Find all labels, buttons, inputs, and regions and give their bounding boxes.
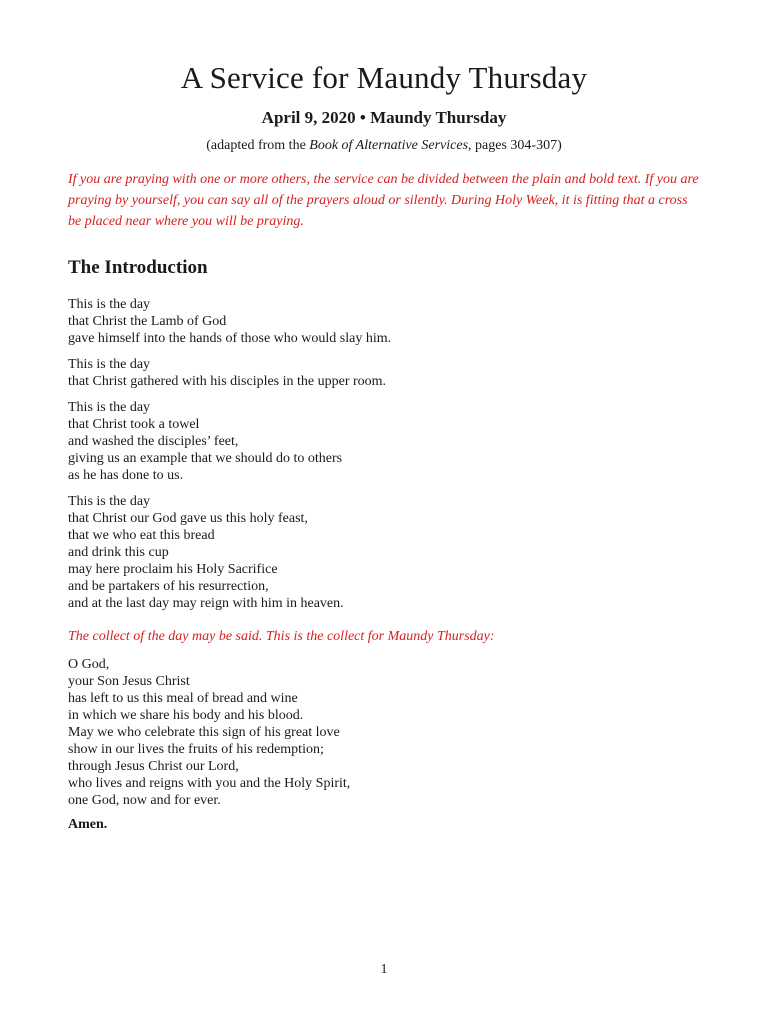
- stanza-line: This is the day: [68, 297, 151, 312]
- page-title: A Service for Maundy Thursday: [180, 60, 588, 95]
- stanza-line: that Christ took a towel: [68, 417, 200, 432]
- stanza-line: that Christ our God gave us this holy feast,: [68, 511, 308, 526]
- stanza-line: as he has done to us.: [68, 468, 184, 483]
- stanza-line: This is the day: [68, 357, 151, 372]
- section-heading-introduction: The Introduction: [68, 257, 208, 278]
- collect-line: O God,: [68, 657, 110, 672]
- service-date: April 9, 2020 • Maundy Thursday: [261, 108, 507, 127]
- stanza-line: and drink this cup: [68, 545, 169, 560]
- collect-line: May we who celebrate this sign of his great love: [68, 725, 340, 740]
- intro-rubric: If you are praying with one or more others, the service can be divided between the plain and bold text. If you are praying by yourself, you can say all of the prayers aloud or silently. During Holy Week, it is fitting that a cross be placed near where you will be praying.: [68, 172, 699, 229]
- collect-line: your Son Jesus Christ: [68, 674, 190, 689]
- stanza-line: that Christ gathered with his disciples in the upper room.: [68, 374, 387, 389]
- adapted-note: [68, 136, 700, 156]
- collect-prayer: [68, 656, 700, 809]
- stanza: [68, 493, 700, 612]
- collect-line: who lives and reigns with you and the Holy Spirit,: [68, 776, 351, 791]
- collect-line: has left to us this meal of bread and wine: [68, 691, 298, 706]
- adapted-prefix: (adapted from the: [206, 138, 310, 153]
- stanza: [68, 296, 700, 347]
- collect-line: through Jesus Christ our Lord,: [68, 759, 239, 774]
- stanza-line: This is the day: [68, 400, 151, 415]
- stanza-line: and at the last day may reign with him in heaven.: [68, 596, 344, 611]
- collect-line: show in our lives the fruits of his redemption;: [68, 742, 324, 757]
- introduction-stanzas: [68, 296, 700, 612]
- stanza-line: giving us an example that we should do to others: [68, 451, 343, 466]
- stanza-line: and washed the disciples’ feet,: [68, 434, 239, 449]
- stanza-line: and be partakers of his resurrection,: [68, 579, 269, 594]
- collect-rubric: The collect of the day may be said. This is the collect for Maundy Thursday:: [68, 629, 495, 644]
- collect-line: one God, now and for ever.: [68, 793, 221, 808]
- adapted-suffix: , pages 304-307): [468, 138, 562, 153]
- collect-line: in which we share his body and his blood.: [68, 708, 304, 723]
- page-number: 1: [380, 962, 388, 977]
- stanza-line: may here proclaim his Holy Sacrifice: [68, 562, 278, 577]
- stanza-line: gave himself into the hands of those who would slay him.: [68, 331, 392, 346]
- stanza: [68, 399, 700, 484]
- stanza-line: that we who eat this bread: [68, 528, 215, 543]
- book-title: Book of Alternative Services: [309, 138, 469, 153]
- stanza-line: that Christ the Lamb of God: [68, 314, 227, 329]
- stanza: [68, 356, 700, 390]
- amen-response: Amen.: [68, 817, 108, 832]
- stanza-line: This is the day: [68, 494, 151, 509]
